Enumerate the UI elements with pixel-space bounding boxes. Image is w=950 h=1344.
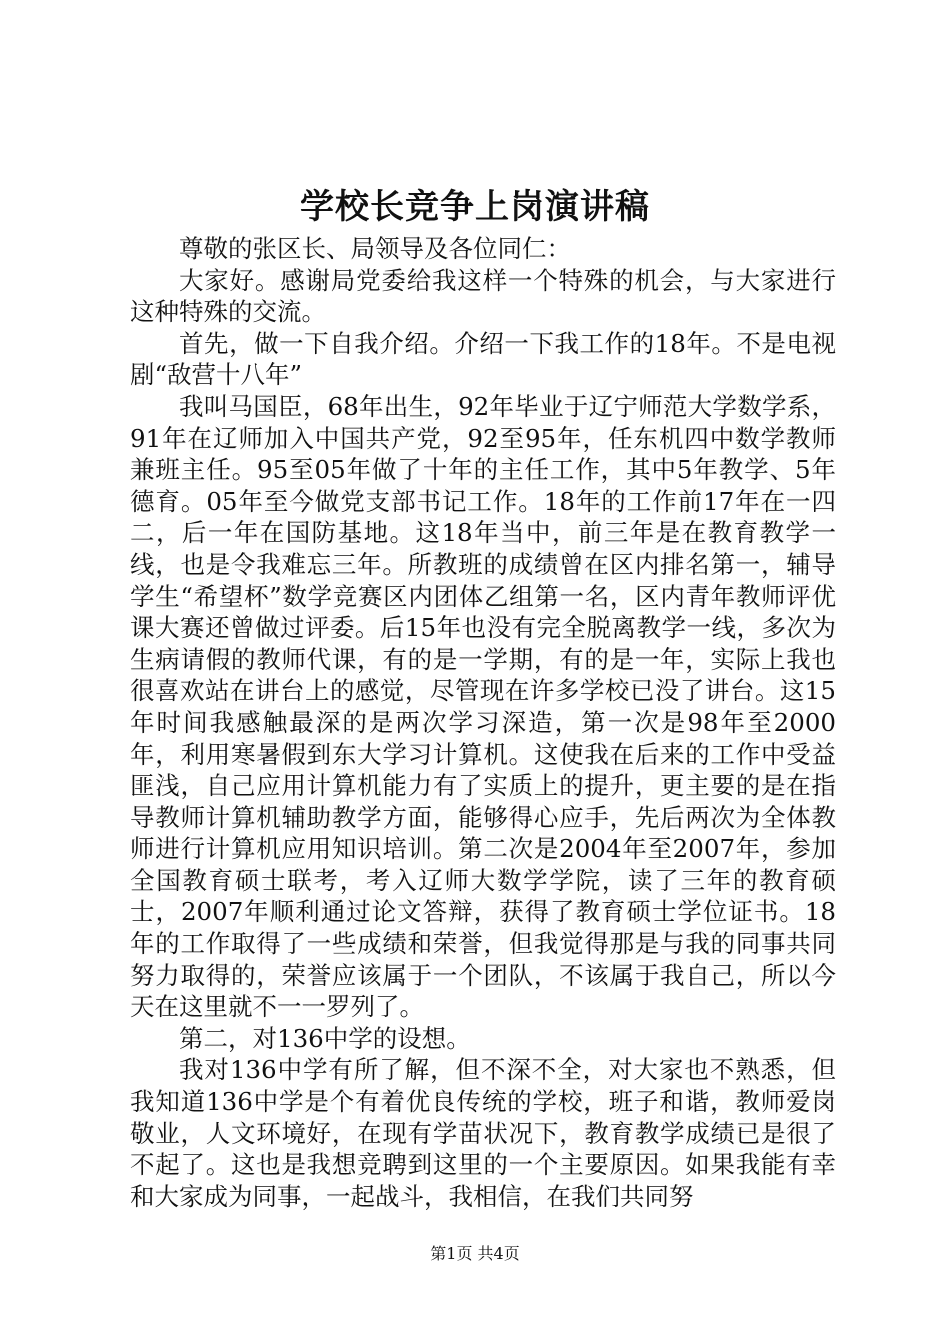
document-title: 学校长竞争上岗演讲稿 [300, 187, 650, 227]
page-footer: 第1页 共4页 [430, 1244, 520, 1263]
biography-paragraph: 我叫马国臣，68年出生，92年毕业于辽宁师范大学数学系，91年在辽师加入中国共产党，92至95年，任东机四中数学教师兼班主任。95至05年做了十年的主任工作，其中5年教学、5年德育。05年至今做党支部书记工作。18年的工作前17年在一四二，后一年在国防基地。这18年当中，前三年是在教育教学一线，也是令我难忘三年。所教班的成绩曾在区内排名第一，辅导学生“希望杯”数学竞赛区内团体乙组第一名，区内青年教师评优课大赛还曾做过评委。后15年也没有完全脱离教学一线，多次为生病请假的教师代课，有的是一学期，有的是一年，实际上我也很喜欢站在讲台上的感觉，尽管现在许多学校已没了讲台。这15年时间我感触最深的是两次学习深造，第一次是98年至2000年，利用寒暑假到东大学习计算机。这使我在后来的工作中受益匪浅，自己应用计算机能力有了实质上的提升，更主要的是在指导教师计算机辅助教学方面，能够得心应手，先后两次为全体教师进行计算机应用知识培训。第二次是2004年至2007年，参加全国教育硕士联考，考入辽师大数学学院，读了三年的教育硕士，2007年顺利通过论文答辩，获得了教育硕士学位证书。18年的工作取得了一些成绩和荣誉，但我觉得那是与我的同事共同努力取得的，荣誉应该属于一个团队，不该属于我自己，所以今天在这里就不一一罗列了。 [130, 391, 836, 1022]
introduction-paragraph: 首先，做一下自我介绍。介绍一下我工作的18年。不是电视剧“敌营十八年” [130, 328, 836, 390]
school-plan-paragraph: 我对136中学有所了解，但不深不全，对大家也不熟悉，但我知道136中学是个有着优良传统的学校，班子和谐，教师爱岗敬业，人文环境好，在现有学苗状况下，教育教学成绩已是很了不起了。这也是我想竞聘到这里的一个主要原因。如果我能有幸和大家成为同事，一起战斗，我相信，在我们共同努 [130, 1055, 836, 1211]
document-body [130, 233, 836, 1212]
section-heading-paragraph: 第二，对136中学的设想。 [179, 1023, 471, 1053]
salutation-paragraph: 尊敬的张区长、局领导及各位同仁： [179, 234, 571, 263]
greeting-paragraph: 大家好。感谢局党委给我这样一个特殊的机会，与大家进行这种特殊的交流。 [130, 265, 836, 327]
